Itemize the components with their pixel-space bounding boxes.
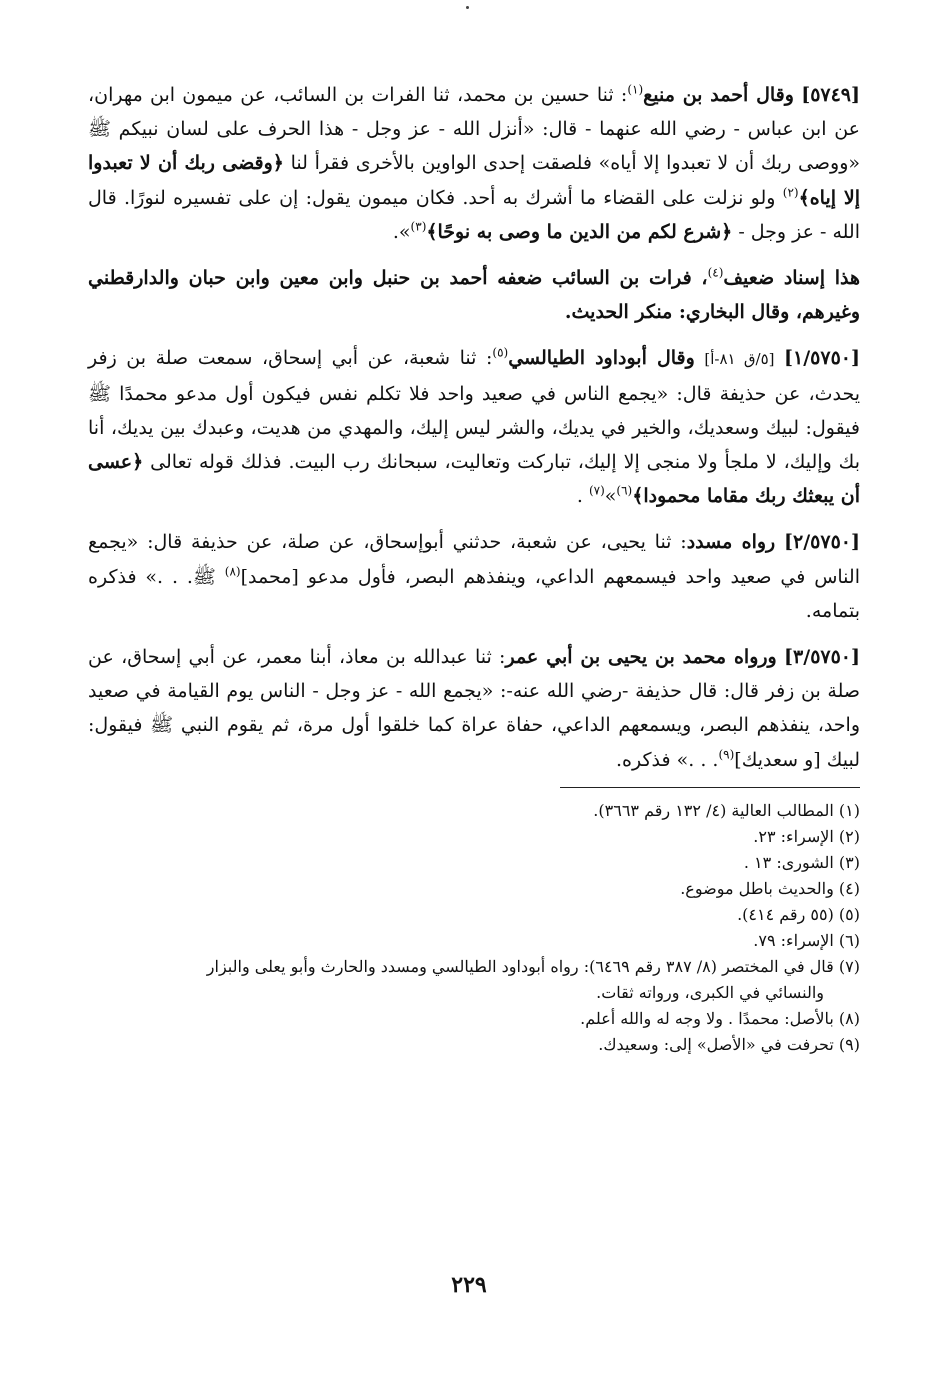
- page-number: ٢٢٩: [451, 1272, 487, 1298]
- hadith-5750-3: [88, 640, 860, 777]
- top-dot-mark: [466, 6, 469, 9]
- hadith-text: ﷺ. . .» فذكره بتمامه.: [88, 565, 860, 622]
- narrator-lead: وقال أبوداود الطيالسي: [508, 347, 695, 370]
- hadith-5749: [88, 78, 860, 249]
- footnote-ref: (٧): [588, 483, 605, 498]
- footnote-ref: (٨): [224, 564, 241, 579]
- quran-quote: ﴿عسى أن يبعثك ربك مقاما محمودا﴾: [88, 451, 860, 508]
- narrator-lead: ورواه محمد بن يحيى بن أبي عمر: [505, 646, 777, 669]
- footnote-3: (٣) الشورى: ١٣ .: [743, 852, 860, 872]
- footnote-ref: (٩): [718, 747, 735, 762]
- hadith-number: [١/٥٧٥٠]: [784, 347, 860, 370]
- footnote-ref: (٤): [707, 265, 724, 280]
- footnote-4: (٤) والحديث باطل موضوع.: [680, 878, 860, 898]
- hadith-text: : ثنا عبدالله بن معاذ، أبنا معمر، عن أبي إسحاق، عن صلة بن زفر قال: قال حذيفة -رضي الله عنه-: «يجمع الله - عز وجل - الناس يوم القيامة في صعيد واحد، ينفذهم البصر، ويسمعهم الداعي، حفاة عراة كما خلقوا أول مرة، ثم يقوم النبي ﷺ فيقول: لبيك [و سعديك]: [88, 646, 860, 771]
- hadith-text: ».: [392, 220, 411, 243]
- hadith-text: : ثنا يحيى، عن شعبة، حدثني أبوإسحاق، عن صلة، عن حذيفة قال: «يجمع الناس في صعيد واحد فيسمعهم الداعي، وينفذهم البصر، فأول مدعو [محمد]: [88, 531, 860, 588]
- footnote-divider: [560, 787, 860, 788]
- hadith-text: »: [604, 485, 617, 508]
- isnad-grading: [88, 261, 860, 329]
- footnote-ref: (٢): [782, 185, 799, 200]
- hadith-text: ولو نزلت على القضاء ما أشرك به أحد. فكان ميمون يقول: إن على تفسيره لنورًا. قال الله - عز وجل -: [88, 186, 860, 243]
- footnote-6: (٦) الإسراء: ٧٩.: [753, 930, 860, 950]
- footnote-7-line-1: (٧) قال في المختصر (٨/ ٣٨٧ رقم ٦٤٦٩): رواه أبوداود الطيالسي ومسدد والحارث وأبو يعلى والبزار: [206, 956, 860, 976]
- manuscript-ref: [٥/ق ٨١-أ]: [704, 350, 775, 369]
- hadith-text: .: [576, 485, 589, 508]
- footnote-ref: (٦): [616, 483, 633, 498]
- hadith-text: : ثنا حسين بن محمد، ثنا الفرات بن السائب، عن ميمون ابن مهران، عن ابن عباس - رضي الله عنهما - قال: «أنزل الله - عز وجل - هذا الحرف على لسان نبيكم ﷺ «ووصى ربك أن لا تعبدوا إلا أياه» فلصقت إحدى الواوين بالأخرى فقرأ لنا: [88, 84, 860, 175]
- footnote-ref: (٥): [492, 346, 509, 361]
- narrator-lead: وقال أحمد بن منيع: [643, 84, 794, 106]
- footnote-ref: (٣): [410, 219, 427, 234]
- quran-quote: ﴿وقضى ربك أن لا تعبدوا إلا إياه﴾: [88, 152, 860, 209]
- quran-quote: ﴿شرع لكم من الدين ما وصى به نوحًا﴾: [426, 220, 733, 243]
- hadith-5750-2: [88, 525, 860, 628]
- footnote-ref: (١): [627, 82, 644, 97]
- footnotes: [88, 798, 860, 1058]
- footnote-8: (٨) بالأصل: محمدًا . ولا وجه له والله أعلم.: [580, 1008, 860, 1028]
- footnote-9: (٩) تحرفت في «الأصل» إلى: وسعيدك.: [598, 1034, 860, 1054]
- footnote-7-line-2: والنسائي في الكبرى، ورواته ثقات.: [596, 982, 824, 1002]
- hadith-text: . . .» فذكره.: [616, 748, 719, 771]
- footnote-2: (٢) الإسراء: ٢٣.: [753, 826, 860, 846]
- hadith-number: [٢/٥٧٥٠]: [784, 531, 860, 554]
- grading-lead: هذا إسناد ضعيف: [723, 267, 860, 290]
- hadith-number: [٣/٥٧٥٠]: [784, 646, 861, 669]
- grading-text: ، فرات بن السائب ضعفه أحمد بن حنبل وابن معين وابن حبان والدارقطني وغيرهم، وقال البخاري: منكر الحديث.: [88, 267, 860, 324]
- hadith-number: [٥٧٤٩]: [801, 84, 861, 106]
- footnote-1: (١) المطالب العالية (٤/ ١٣٢ رقم ٣٦٦٣).: [593, 800, 860, 820]
- page-body: [88, 78, 860, 1058]
- hadith-5750-1: [88, 341, 860, 513]
- narrator-lead: رواه مسدد: [686, 531, 776, 554]
- hadith-text: : ثنا شعبة، عن أبي إسحاق، سمعت صلة بن زفر يحدث، عن حذيفة قال: «يجمع الناس في صعيد واحد فلا تكلم نفس فيكون أول مدعو محمدًا ﷺ فيقول: لبيك وسعديك، والخير في يديك، والشر ليس إليك، والمهدي من هديت، وعبدك بين يديك، أنا بك وإليك، لا ملجأ ولا منجى إلا إليك، تباركت وتعاليت، سبحانك رب البيت. فذلك قوله تعالى: [88, 347, 860, 474]
- footnote-5: (٥) (٥٥ رقم ٤١٤).: [737, 904, 860, 924]
- footnote-7: [88, 954, 860, 1006]
